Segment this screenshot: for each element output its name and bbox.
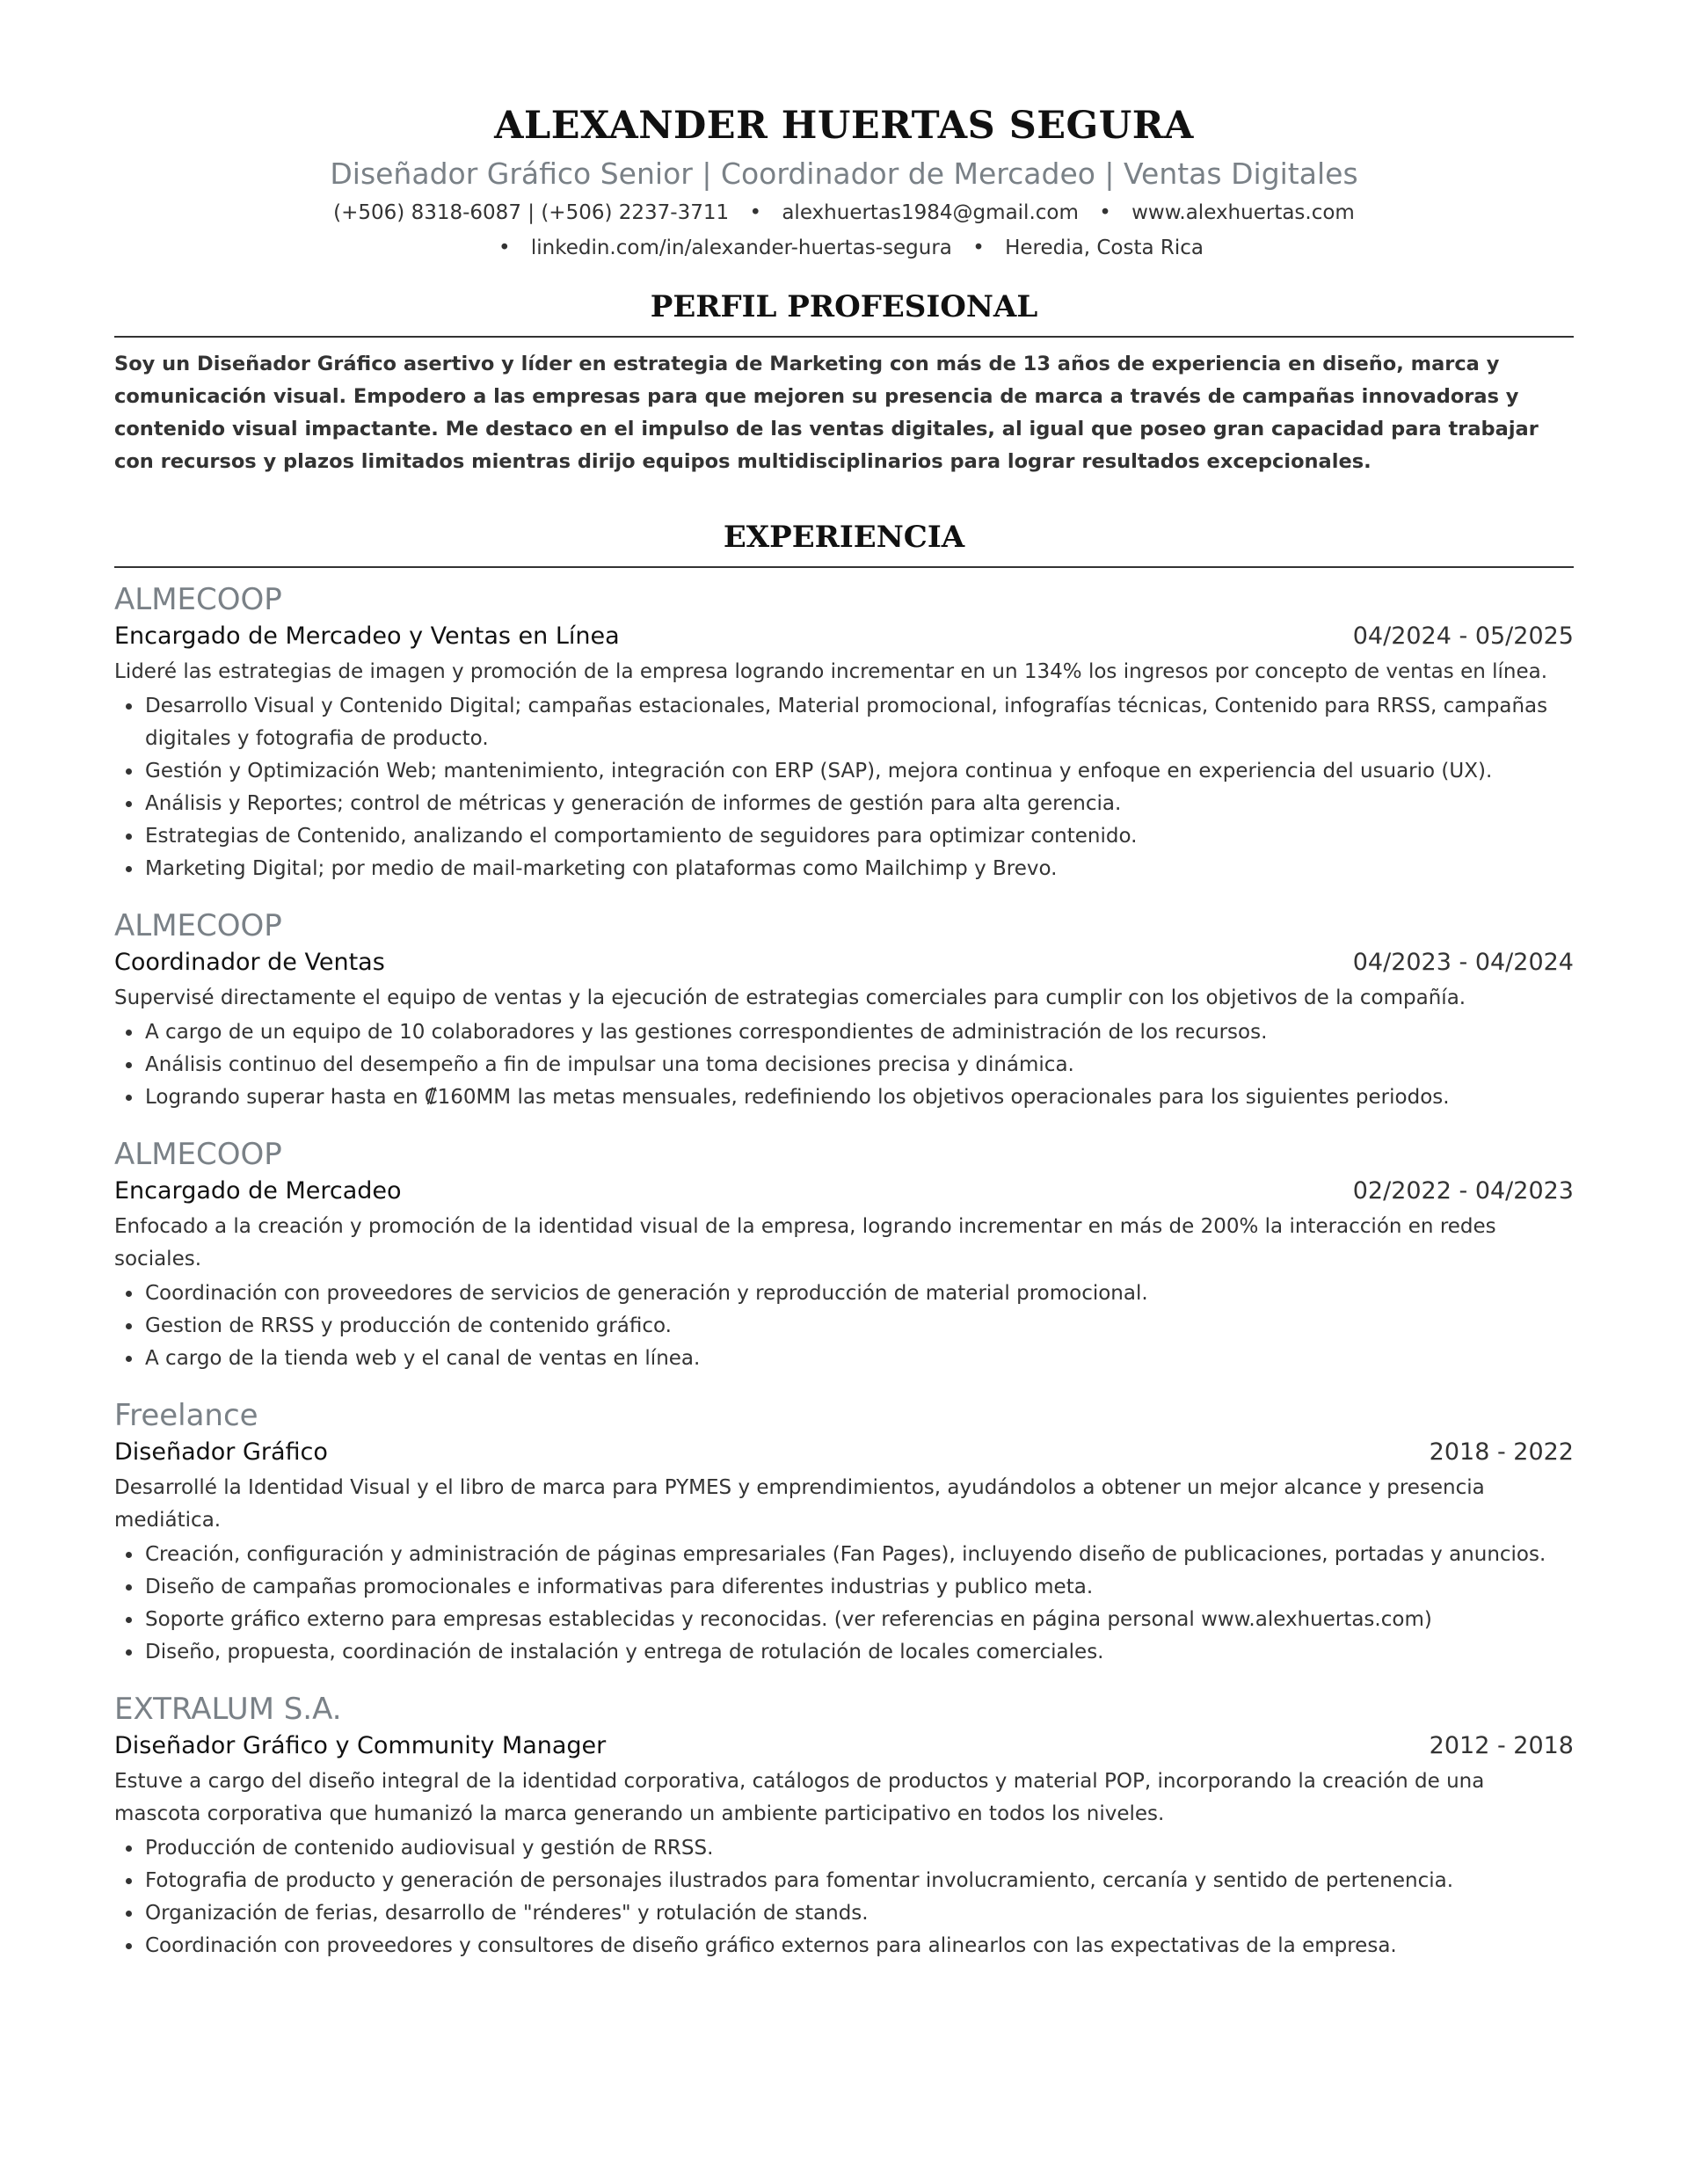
job-bullet: • Análisis y Reportes; control de métricas y generación de informes de gestión para alta gerencia. [143, 788, 1574, 820]
job-summary: Supervisé directamente el equipo de ventas y la ejecución de estrategias comerciales para cumplir con los objetivos de la compañía. [114, 986, 1466, 1009]
job-role: Diseñador Gráfico [114, 1438, 328, 1466]
job-bullet: • Fotografia de producto y generación de personajes ilustrados para fomentar involucramiento, cercanía y sentido de pertenencia. [143, 1865, 1574, 1897]
job-bullet: • Coordinación con proveedores de servicios de generación y reproducción de material promocional. [143, 1278, 1574, 1310]
profile-section [114, 285, 1574, 478]
job-entry [114, 1135, 1574, 1375]
job-company: ALMECOOP [114, 1137, 282, 1172]
bullet-separator: • [498, 237, 511, 259]
job-bullets [114, 690, 1574, 885]
bullet-separator: • [1099, 201, 1111, 224]
job-summary: Estuve a cargo del diseño integral de la identidad corporativa, catálogos de productos y material POP, incorporando la creación de una mascota corporativa que humanizó la marca generando un ambiente participativo en todos los niveles. [114, 1770, 1485, 1825]
job-company: ALMECOOP [114, 908, 282, 943]
experience-section [114, 515, 1574, 1962]
job-bullet: • Gestion de RRSS y producción de contenido gráfico. [143, 1310, 1574, 1343]
job-bullet: • A cargo de la tienda web y el canal de ventas en línea. [143, 1343, 1574, 1375]
job-bullet: • Gestión y Optimización Web; mantenimiento, integración con ERP (SAP), mejora continua y enfoque en experiencia del usuario (UX). [143, 755, 1574, 788]
job-bullet: • A cargo de un equipo de 10 colaboradores y las gestiones correspondientes de administración de los recursos. [143, 1016, 1574, 1049]
job-summary: Lideré las estrategias de imagen y promoción de la empresa logrando incrementar en un 134% los ingresos por concepto de ventas en línea. [114, 660, 1548, 683]
job-role-row [114, 1435, 1574, 1470]
job-bullet: • Análisis continuo del desempeño a fin de impulsar una toma decisiones precisa y dinámica. [143, 1049, 1574, 1081]
job-bullet: • Organización de ferias, desarrollo de "rénderes" y rotulación de stands. [143, 1897, 1574, 1930]
job-bullet: • Diseño de campañas promocionales e informativas para diferentes industrias y publico meta. [143, 1571, 1574, 1604]
bullet-separator: • [749, 201, 762, 224]
job-dates: 04/2023 - 04/2024 [1352, 949, 1574, 976]
job-role-row [114, 619, 1574, 654]
job-bullets [114, 1539, 1574, 1669]
job-role-row [114, 1174, 1574, 1209]
job-role: Encargado de Mercadeo [114, 1177, 402, 1205]
job-bullet: • Producción de contenido audiovisual y gestión de RRSS. [143, 1832, 1574, 1865]
profile-section-title: PERFIL PROFESIONAL [114, 285, 1574, 338]
job-summary: Desarrollé la Identidad Visual y el libro de marca para PYMES y emprendimientos, ayudándolos a obtener un mejor alcance y presencia mediática. [114, 1476, 1485, 1532]
candidate-name: ALEXANDER HUERTAS SEGURA [494, 104, 1194, 148]
job-summary: Enfocado a la creación y promoción de la identidad visual de la empresa, logrando incrementar en más de 200% la interacción en redes sociales. [114, 1215, 1496, 1270]
job-bullets [114, 1016, 1574, 1114]
experience-section-title: EXPERIENCIA [114, 515, 1574, 568]
job-bullet: • Desarrollo Visual y Contenido Digital; campañas estacionales, Material promocional, infografías técnicas, Contenido para RRSS, campañas digitales y fotografia de producto. [143, 690, 1574, 755]
contact-website[interactable]: www.alexhuertas.com [1131, 201, 1355, 224]
job-bullets [114, 1278, 1574, 1375]
job-entry [114, 906, 1574, 1114]
job-bullets [114, 1832, 1574, 1962]
candidate-headline: Diseñador Gráfico Senior | Coordinador de Mercadeo | Ventas Digitales [330, 157, 1358, 191]
job-bullet: • Diseño, propuesta, coordinación de instalación y entrega de rotulación de locales comerciales. [143, 1636, 1574, 1669]
job-dates: 02/2022 - 04/2023 [1352, 1177, 1574, 1205]
contact-line-2 [114, 230, 1574, 266]
contact-phone: (+506) 8318-6087 | (+506) 2237-3711 [333, 201, 730, 224]
job-entry [114, 580, 1574, 885]
contact-email[interactable]: alexhuertas1984@gmail.com [782, 201, 1079, 224]
job-bullet: • Coordinación con proveedores y consultores de diseño gráfico externos para alinearlos con las expectativas de la empresa. [143, 1930, 1574, 1962]
job-bullet: • Logrando superar hasta en ₡160MM las metas mensuales, redefiniendo los objetivos operacionales para los siguientes periodos. [143, 1081, 1574, 1114]
job-company: EXTRALUM S.A. [114, 1692, 342, 1727]
contact-line-1 [114, 195, 1574, 230]
job-role: Diseñador Gráfico y Community Manager [114, 1732, 607, 1759]
job-company: Freelance [114, 1398, 258, 1433]
resume-header [114, 98, 1574, 266]
contact-location: Heredia, Costa Rica [1005, 237, 1204, 259]
profile-text: Soy un Diseñador Gráfico asertivo y líder en estrategia de Marketing con más de 13 años de experiencia en diseño, marca y comunicación visual. Empodero a las empresas para que mejoren su presencia de marca a través de campañas innovadoras y contenido visual impactante. Me destaco en el impulso de las ventas digitales, al igual que poseo gran capacidad para trabajar con recursos y plazos limitados mientras dirijo equipos multidisciplinarios para lograr resultados excepcionales. [114, 353, 1539, 473]
job-role-row [114, 945, 1574, 980]
job-bullet: • Soporte gráfico externo para empresas establecidas y reconocidas. (ver referencias en página personal www.alexhuertas.com) [143, 1604, 1574, 1636]
job-bullet: • Marketing Digital; por medio de mail-marketing con plataformas como Mailchimp y Brevo. [143, 853, 1574, 885]
contact-linkedin[interactable]: linkedin.com/in/alexander-huertas-segura [530, 237, 952, 259]
job-role: Coordinador de Ventas [114, 949, 385, 976]
bullet-separator: • [972, 237, 985, 259]
job-dates: 04/2024 - 05/2025 [1352, 622, 1574, 650]
job-bullet: • Estrategias de Contenido, analizando el comportamiento de seguidores para optimizar contenido. [143, 820, 1574, 853]
job-dates: 2012 - 2018 [1429, 1732, 1574, 1759]
job-bullet: • Creación, configuración y administración de páginas empresariales (Fan Pages), incluyendo diseño de publicaciones, portadas y anuncios. [143, 1539, 1574, 1571]
job-entry [114, 1690, 1574, 1962]
job-company: ALMECOOP [114, 582, 282, 617]
job-dates: 2018 - 2022 [1429, 1438, 1574, 1466]
job-role-row [114, 1729, 1574, 1764]
job-role: Encargado de Mercadeo y Ventas en Línea [114, 622, 620, 650]
job-entry [114, 1396, 1574, 1669]
